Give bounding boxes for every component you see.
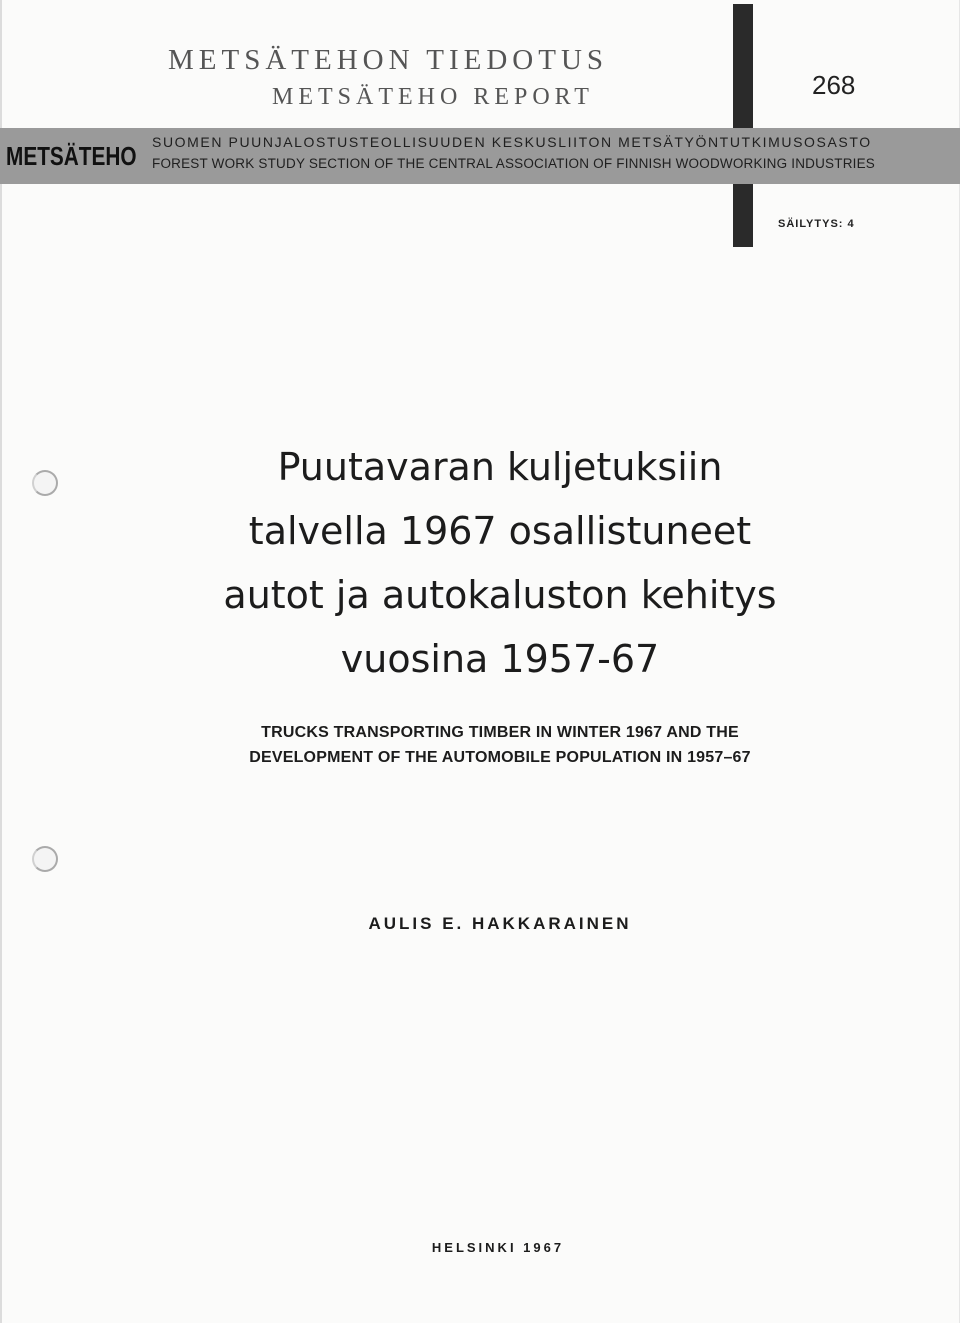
series-title: METSÄTEHON TIEDOTUS [168,44,609,76]
series-subtitle: METSÄTEHO REPORT [272,84,594,110]
publisher-name-english: FOREST WORK STUDY SECTION OF THE CENTRAL ASSOCIATION OF FINNISH WOODWORKING INDUSTRIES [152,156,876,171]
main-title [0,435,960,691]
place-and-year: HELSINKI 1967 [431,1240,565,1255]
title-line: autot ja autokaluston kehitys [223,573,777,617]
english-subtitle [0,720,960,770]
author-name: AULIS E. HAKKARAINEN [368,914,632,933]
subtitle-line: TRUCKS TRANSPORTING TIMBER IN WINTER 1967 AND THE [261,724,739,741]
vertical-bar [733,4,753,247]
punch-hole [32,846,58,872]
publisher-name-finnish: SUOMEN PUUNJALOSTUSTEOLLISUUDEN KESKUSLIITON METSÄTYÖNTUTKIMUSOSASTO [152,134,872,150]
publisher-logo: METSÄTEHO [6,141,137,171]
publisher-band [0,128,960,184]
title-line: vuosina 1957-67 [340,637,660,681]
report-number: 268 [812,70,856,100]
storage-label: SÄILYTYS: 4 [778,218,855,230]
subtitle-line: DEVELOPMENT OF THE AUTOMOBILE POPULATION IN 1957–67 [249,749,751,766]
title-line: Puutavaran kuljetuksiin [277,445,723,489]
title-line: talvella 1967 osallistuneet [248,509,752,553]
